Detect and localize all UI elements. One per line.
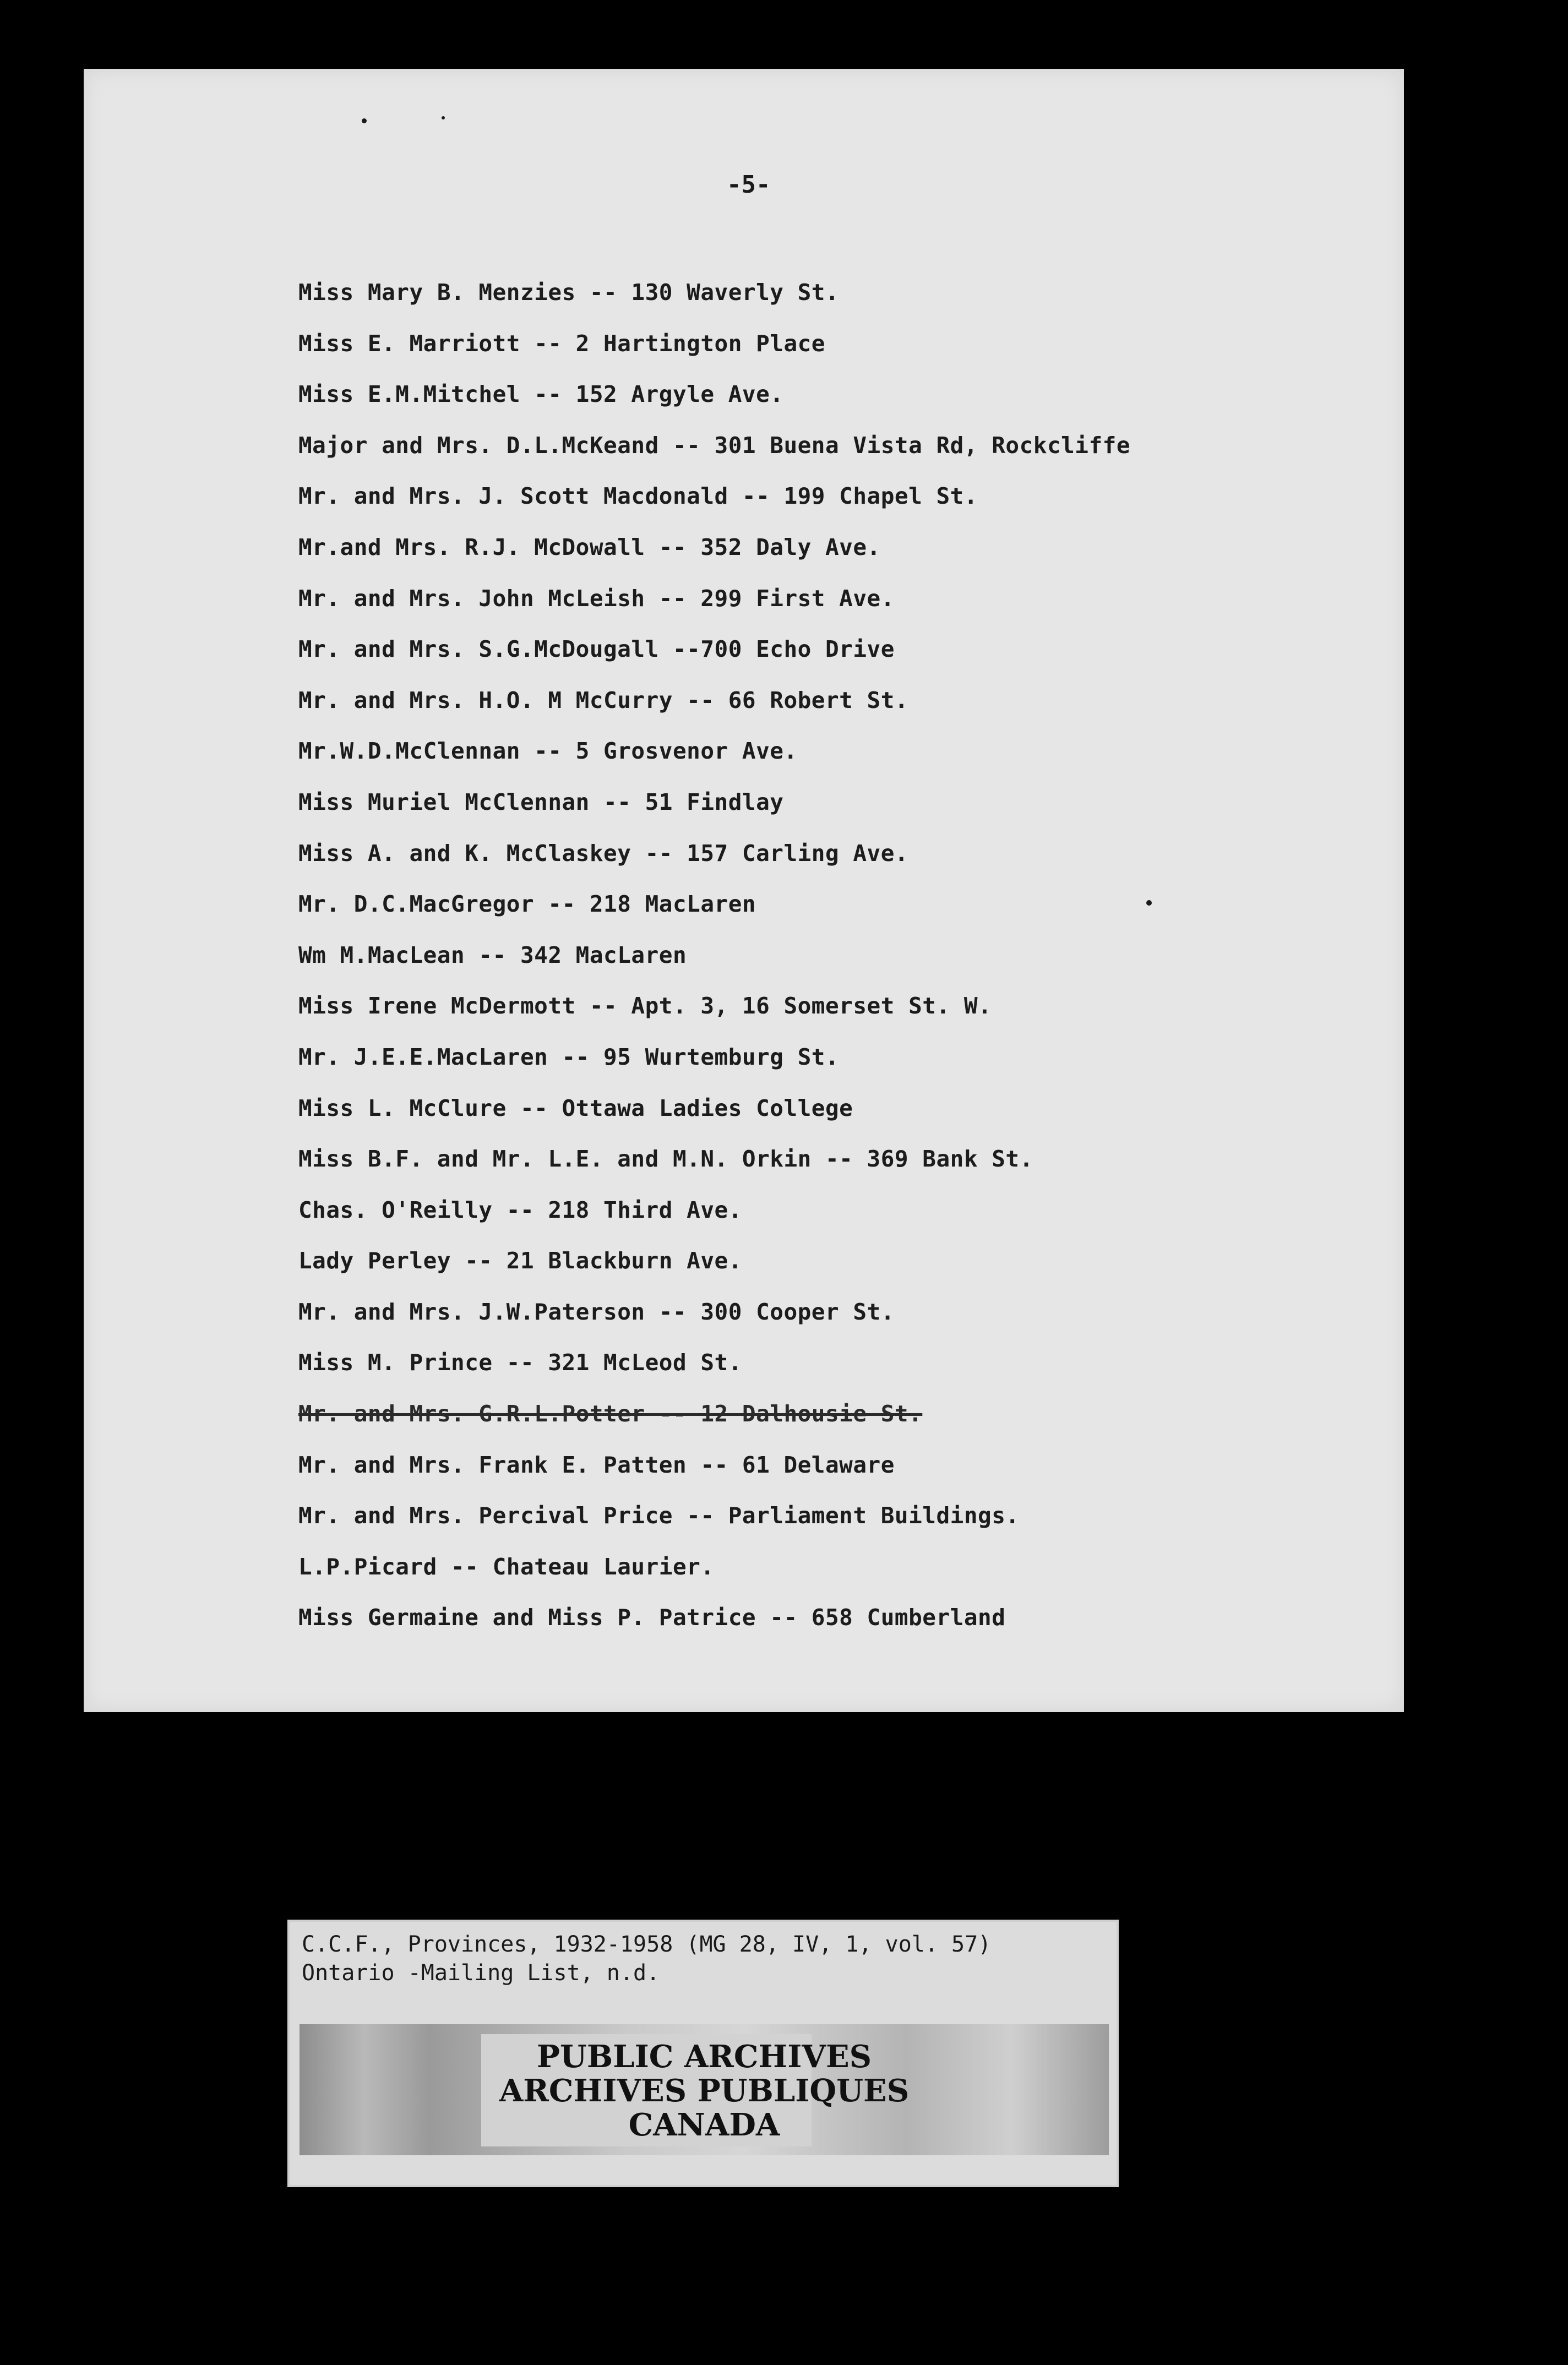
mailing-list — [298, 267, 1130, 1643]
list-item: Mr. and Mrs. H.O. M McCurry -- 66 Robert St. — [298, 686, 909, 713]
list-item: Mr. and Mrs. J.W.Paterson -- 300 Cooper St. — [298, 1298, 895, 1325]
list-item: Chas. O'Reilly -- 218 Third Ave. — [298, 1196, 742, 1223]
list-item: Miss Irene McDermott -- Apt. 3, 16 Somerset St. W. — [298, 993, 992, 1020]
list-item: Miss E.M.Mitchel -- 152 Argyle Ave. — [298, 381, 784, 408]
collection-reference: C.C.F., Provinces, 1932-1958 (MG 28, IV, 1, vol. 57) — [302, 1932, 992, 1957]
list-item: Mr. and Mrs. S.G.McDougall --700 Echo Drive — [298, 636, 895, 663]
list-item: Lady Perley -- 21 Blackburn Ave. — [298, 1247, 742, 1274]
list-item: Major and Mrs. D.L.McKeand -- 301 Buena Vista Rd, Rockcliffe — [298, 432, 1131, 459]
paper-speck — [1146, 900, 1152, 906]
list-item: Miss Muriel McClennan -- 51 Findlay — [298, 788, 784, 815]
document-page — [84, 69, 1404, 1712]
list-item: Miss M. Prince -- 321 McLeod St. — [298, 1349, 742, 1376]
struck-list-item: Mr. and Mrs. G.R.L.Potter -- 12 Dalhousie St. — [298, 1401, 923, 1427]
list-item: Mr. and Mrs. Percival Price -- Parliament Buildings. — [298, 1502, 1020, 1529]
list-item: Mr. J.E.E.MacLaren -- 95 Wurtemburg St. — [298, 1043, 840, 1070]
stamp-line-public-archives: PUBLIC ARCHIVES — [536, 2039, 872, 2075]
archives-stamp — [300, 2024, 1109, 2155]
archive-label-card — [287, 1920, 1119, 2187]
list-item: Miss B.F. and Mr. L.E. and M.N. Orkin -- 369 Bank St. — [298, 1146, 1033, 1173]
stamp-line-canada: CANADA — [628, 2107, 780, 2143]
file-description: Ontario -Mailing List, n.d. — [302, 1960, 660, 1986]
stamp-line-archives-publiques: ARCHIVES PUBLIQUES — [499, 2073, 910, 2109]
list-item: Mr.and Mrs. R.J. McDowall -- 352 Daly Ave. — [298, 533, 881, 560]
list-item: L.P.Picard -- Chateau Laurier. — [298, 1553, 715, 1580]
page-number: -5- — [727, 171, 771, 199]
paper-speck — [362, 118, 367, 123]
list-item: Miss E. Marriott -- 2 Hartington Place — [298, 330, 825, 357]
list-item: Mr.W.D.McClennan -- 5 Grosvenor Ave. — [298, 738, 798, 765]
paper-speck — [442, 116, 445, 119]
list-item: Mr. and Mrs. Frank E. Patten -- 61 Delaware — [298, 1451, 895, 1478]
list-item: Miss Mary B. Menzies -- 130 Waverly St. — [298, 279, 840, 306]
list-item: Miss L. McClure -- Ottawa Ladies College — [298, 1094, 853, 1121]
list-item: Miss A. and K. McClaskey -- 157 Carling Ave. — [298, 840, 909, 867]
list-item: Mr. and Mrs. John McLeish -- 299 First Ave. — [298, 585, 895, 612]
list-item: Mr. D.C.MacGregor -- 218 MacLaren — [298, 891, 756, 918]
list-item: Miss Germaine and Miss P. Patrice -- 658 Cumberland — [298, 1604, 1006, 1631]
list-item: Wm M.MacLean -- 342 MacLaren — [298, 941, 687, 968]
list-item: Mr. and Mrs. J. Scott Macdonald -- 199 Chapel St. — [298, 483, 978, 510]
